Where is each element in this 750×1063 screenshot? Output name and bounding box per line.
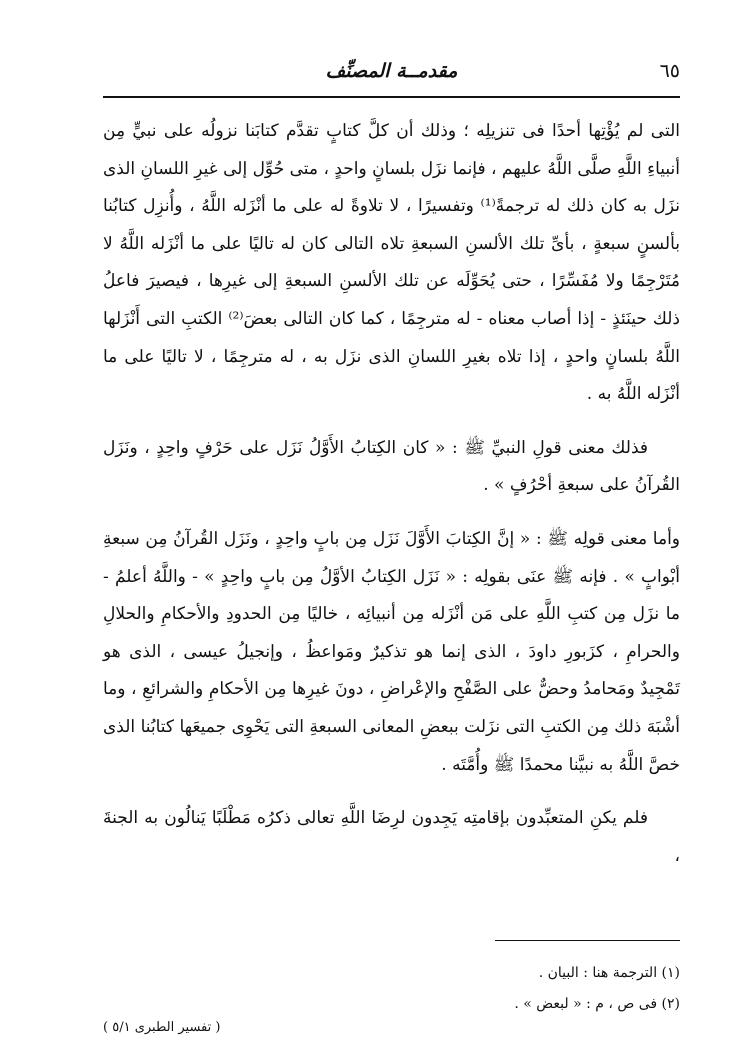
paragraph: وأما معنى قولِه ﷺ : « إنَّ الكِتابَ الأَوَّلَ نَزَل مِن بابٍ واحِدٍ ، ونَزَل القُرآنُ مِن سبعةِ أبْوابٍ » . فإنه ﷺ عنَى بقولِه : « نَزَل الكِتابُ الأوَّلُ مِن بابٍ واحِدٍ » - واللَّهُ أعلمُ - ما نزَل مِن كتبِ اللَّهِ على مَن أنْزَله مِن أنبيائِه ، خاليًا مِن الحدودِ والأحكامِ والحلالِ والحرامِ ، كزَبورِ داودَ ، الذى إنما هو تذكيرٌ ومَواعظُ ، وإنجيلُ عيسى ، الذى هو تَمْجِيدٌ ومَحامدُ وحضٌّ على الصَّفْحِ والإعْراضِ ، دونَ غيرِها مِن الأحكامِ والشرائعِ ، وما أشْبَهَ ذلك مِن الكتبِ التى نزَلت ببعضِ المعانى السبعةِ التى يَحْوِى جميعَها كتابُنا الذى خصَّ اللَّهُ به نبيَّنا محمدًا ﷺ وأُمَّتَه . bbox=[103, 528, 680, 775]
running-title: مقدمــة المصنِّف bbox=[325, 60, 458, 82]
header-rule bbox=[103, 96, 680, 98]
page-number: ٦٥ bbox=[659, 60, 680, 82]
footnote: (١) الترجمة هنا : البيان . bbox=[538, 965, 680, 981]
main-text bbox=[103, 113, 680, 875]
source-reference: ( تفسير الطبرى ٥/١ ) bbox=[103, 1020, 221, 1035]
paragraph: التى لم يُؤْتِها أحدًا فى تنزيلِه ؛ وذلك أن كلَّ كتابٍ تقدَّم كتابَنا نزولُه على نبيٍّ مِن أنبياءِ اللَّهِ صلَّى اللَّهُ عليهم ، فإنما نزَل بلسانٍ واحدٍ ، متى حُوِّل إلى غيرِ اللسانِ الذى نزَل به كان ذلك له ترجمةً⁽¹⁾ وتفسيرًا ، لا تلاوةً له على ما أنْزَله اللَّهُ ، وأُنزِل كتابُنا بألسنٍ سبعةٍ ، بأىِّ تلك الألسنِ السبعةِ تلاه التالى كان له تاليًا على ما أنْزَله اللَّهُ لا مُتَرْجِمًا ولا مُفَسِّرًا ، حتى يُحَوِّلَه عن تلك الألسنِ السبعةِ إلى غيرِها ، فيصيرَ فاعلُ ذلك حينَئذٍ - إذا أصاب معناه - له مترجِمًا ، كما كان التالى بعضَ⁽²⁾ الكتبِ التى أَنْزَلها اللَّهُ بلسانٍ واحدٍ ، إذا تلاه بغيرِ اللسانِ الذى نزَل به ، له مترجِمًا ، لا تاليًا على ما أنْزَله اللَّهُ به . bbox=[103, 121, 680, 405]
footnote: (٢) فى ص ، م : « لبعض » . bbox=[514, 996, 680, 1012]
paragraph: فذلك معنى قولِ النبيِّ ﷺ : « كان الكِتابُ الأَوَّلُ نَزَل على حَرْفٍ واحِدٍ ، ونَزَل القُرآنُ على سبعةِ أحْرُفٍ » . bbox=[103, 437, 680, 496]
footnotes bbox=[103, 958, 680, 1020]
page-header bbox=[103, 52, 680, 92]
paragraph: فلم يكنِ المتعبِّدون بإقامتِه يَجِدون لرِضَا اللَّهِ تعالى ذكرُه مَطْلَبًا يَنالُون به الجنةَ ، bbox=[103, 808, 680, 866]
footnote-rule bbox=[495, 940, 680, 941]
